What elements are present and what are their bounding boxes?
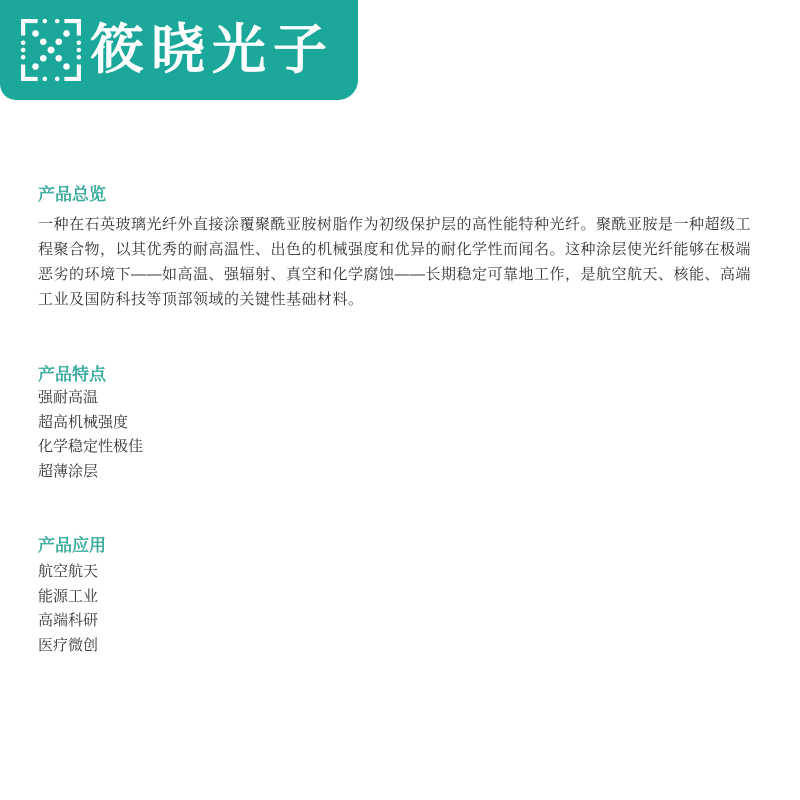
dotted-x-logo-icon bbox=[20, 18, 82, 82]
application-item: 能源工业 bbox=[38, 587, 99, 605]
features-title: 产品特点 bbox=[38, 365, 106, 384]
brand-name: 筱晓光子 bbox=[90, 20, 334, 80]
feature-item: 强耐高温 bbox=[38, 389, 99, 406]
applications-title: 产品应用 bbox=[38, 536, 106, 555]
brand-header bbox=[0, 0, 358, 100]
features-list bbox=[38, 386, 143, 484]
overview-text: 一种在石英玻璃光纤外直接涂覆聚酰亚胺树脂作为初级保护层的高性能特种光纤。聚酰亚胺是一种超级工程聚合物，以其优秀的耐高温性、出色的机械强度和优异的耐化学性而闻名。这种涂层使光纤能够在极端恶劣的环境下——如高温、强辐射、真空和化学腐蚀——长期稳定可靠地工作，是航空航天、核能、高端工业及国防科技等顶部领域的关键性基础材料。 bbox=[38, 216, 752, 308]
feature-item: 超薄涂层 bbox=[38, 462, 99, 480]
overview-title: 产品总览 bbox=[38, 185, 106, 204]
application-item: 高端科研 bbox=[38, 612, 99, 629]
applications-list bbox=[38, 560, 98, 658]
feature-item: 超高机械强度 bbox=[38, 413, 129, 431]
application-item: 医疗微创 bbox=[38, 636, 99, 654]
application-item: 航空航天 bbox=[38, 563, 99, 580]
feature-item: 化学稳定性极佳 bbox=[38, 438, 144, 455]
